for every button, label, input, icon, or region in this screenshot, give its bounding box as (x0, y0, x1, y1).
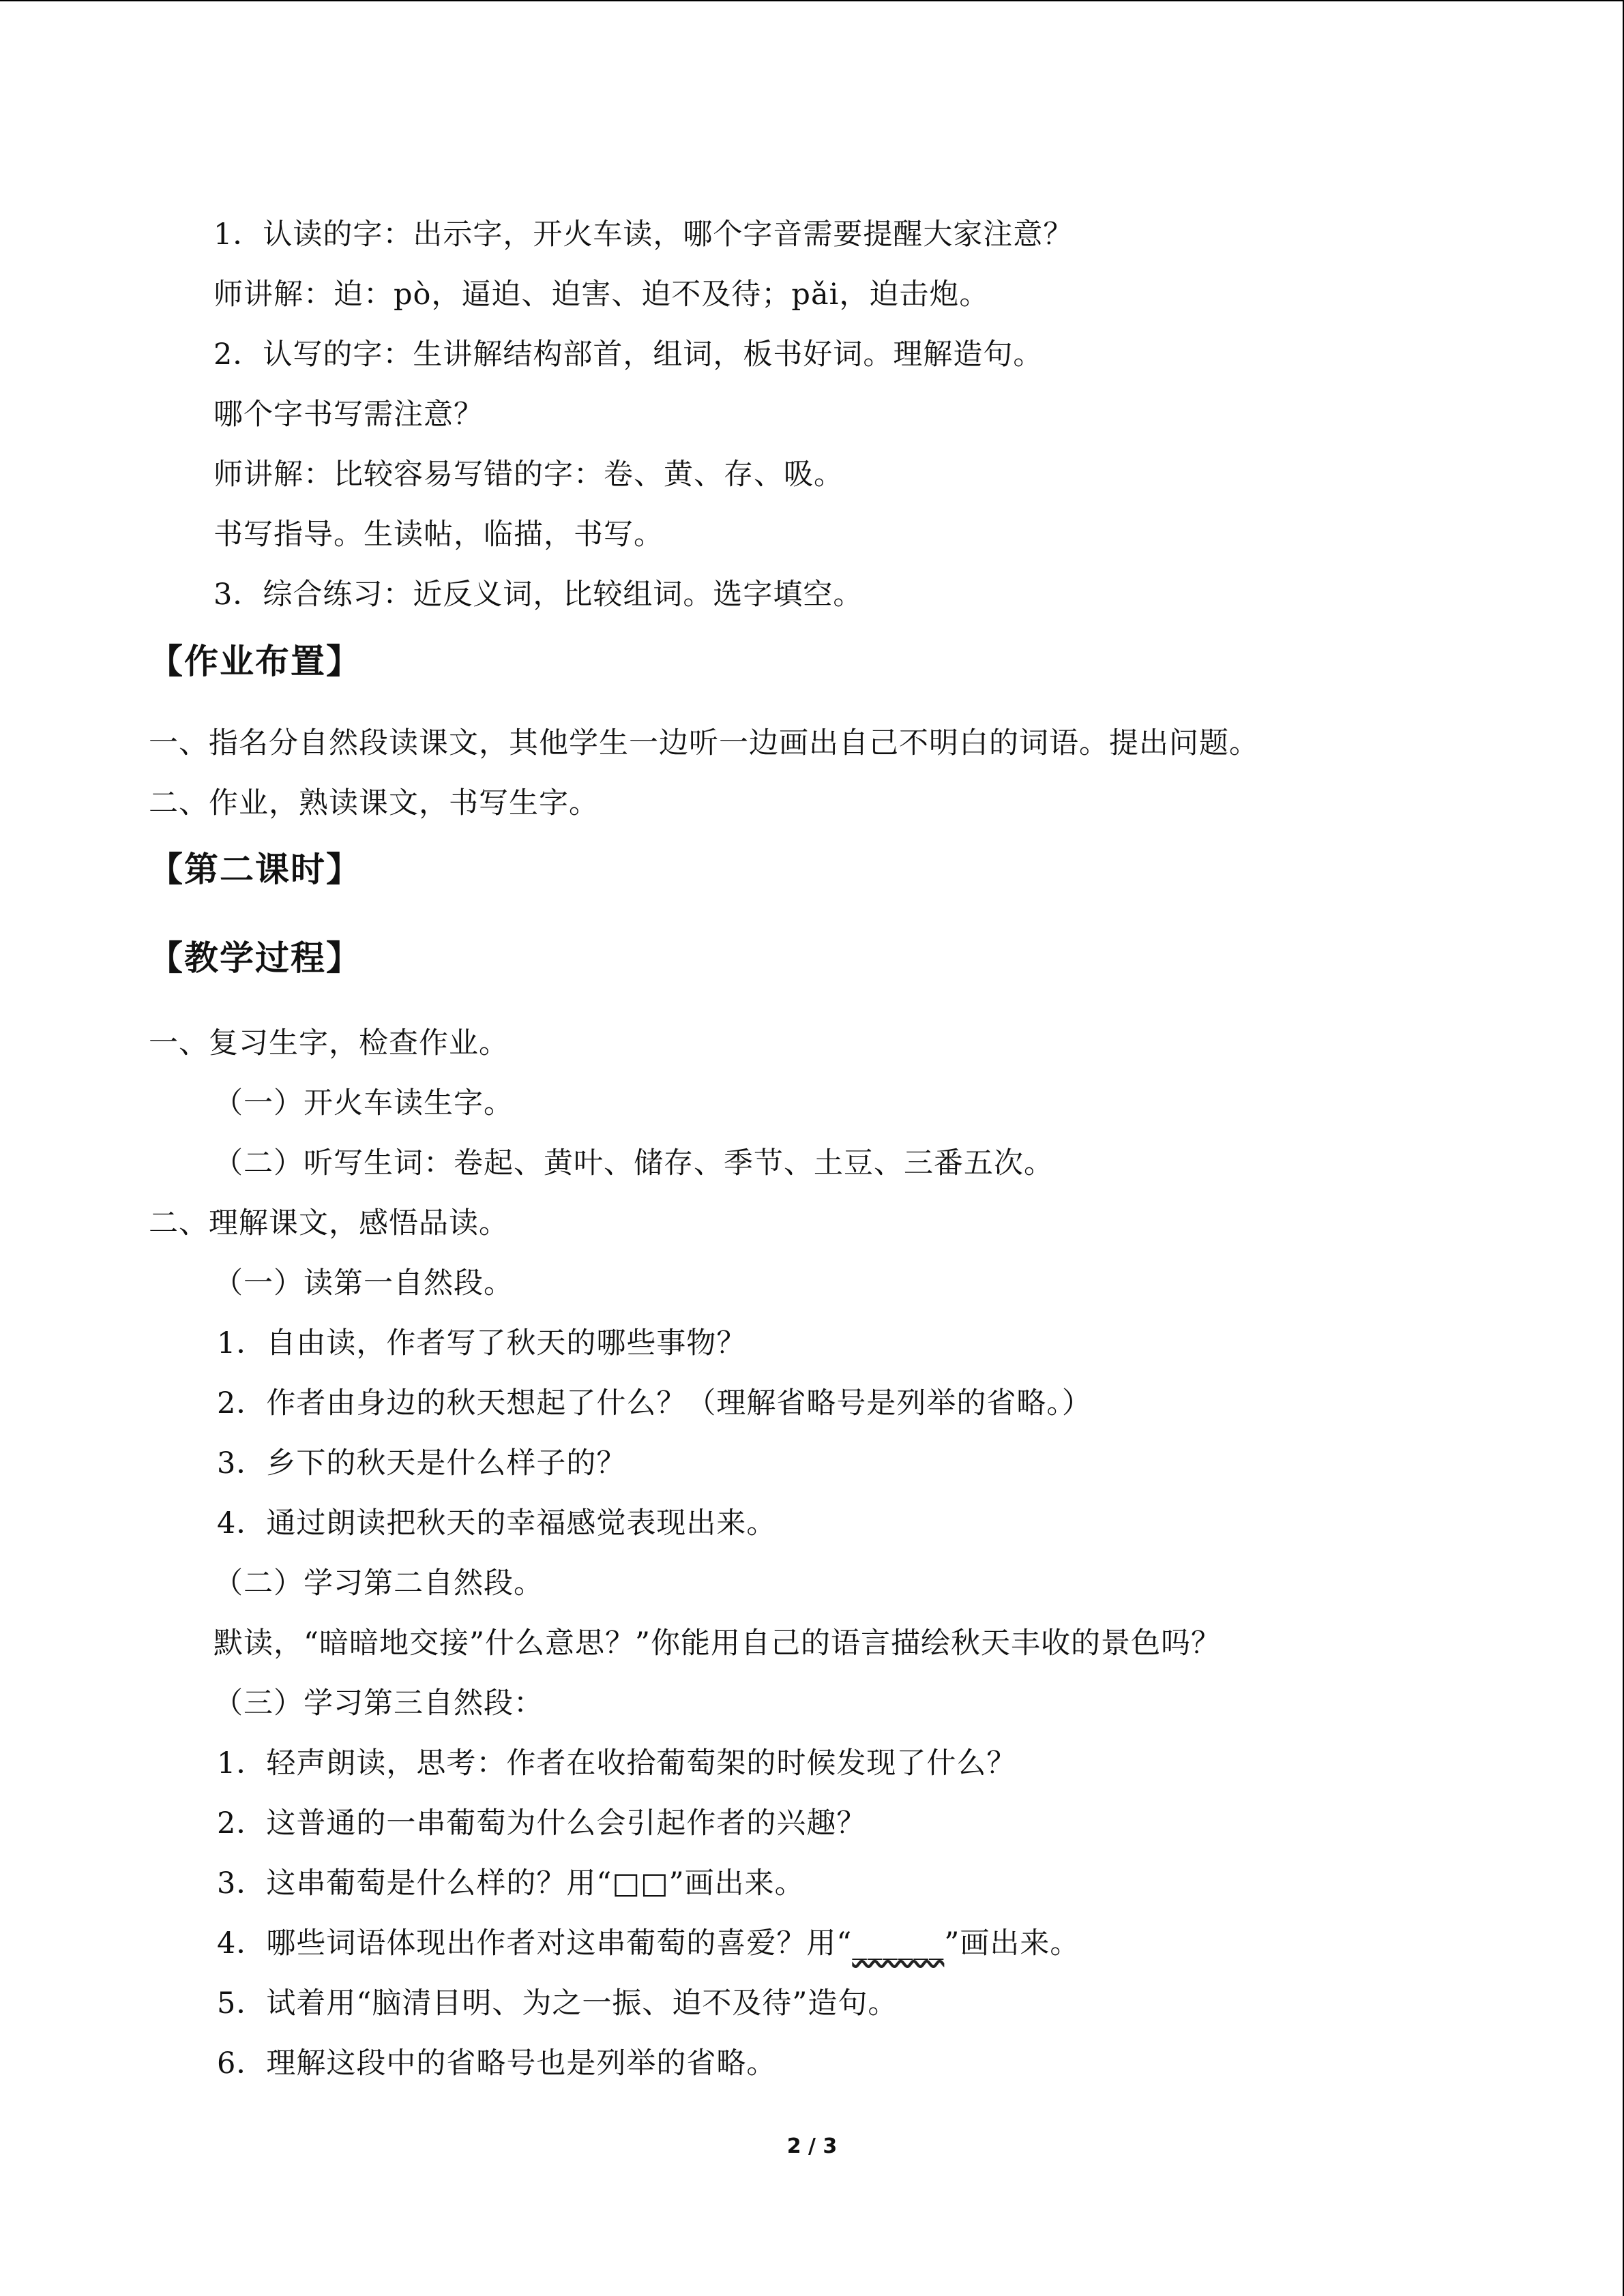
process-line-15: 3．这串葡萄是什么样的？用“□□”画出来。 (217, 1866, 805, 1900)
process-line-8: 3．乡下的秋天是什么样子的？ (217, 1446, 627, 1480)
body-line-6: 书写指导。生读帖，临描，书写。 (213, 518, 664, 552)
wavy-underline-mark: ______ (852, 1926, 945, 1960)
process-line-1: 一、复习生字，检查作业。 (149, 1026, 509, 1060)
process-line-10: （二）学习第二自然段。 (213, 1566, 544, 1600)
process-line-14: 2．这普通的一串葡萄为什么会引起作者的兴趣？ (217, 1806, 867, 1840)
process-line-16 (217, 1923, 1080, 1964)
heading-homework: 【作业布置】 (149, 642, 361, 681)
page-number: 2 / 3 (786, 2134, 838, 2158)
body-line-7: 3．综合练习：近反义词，比较组词。选字填空。 (213, 578, 863, 612)
process-line-2: （一）开火车读生字。 (213, 1086, 514, 1120)
body-line-3: 2．认写的字：生讲解结构部首，组词，板书好词。理解造句。 (213, 338, 1044, 372)
process-line-18: 6．理解这段中的省略号也是列举的省略。 (217, 2046, 777, 2081)
line-16-text-before: 4．哪些词语体现出作者对这串葡萄的喜爱？用“ (217, 1926, 853, 1960)
line-16-text-after: ”画出来。 (944, 1926, 1080, 1960)
process-line-12: （三）学习第三自然段： (213, 1686, 544, 1720)
homework-line-2: 二、作业，熟读课文，书写生字。 (149, 786, 599, 820)
process-line-4: 二、理解课文，感悟品读。 (149, 1206, 509, 1240)
heading-second-lesson: 【第二课时】 (149, 850, 361, 889)
process-line-11: 默读，“暗暗地交接”什么意思？”你能用自己的语言描绘秋天丰收的景色吗？ (213, 1626, 1221, 1660)
process-line-6: 1．自由读，作者写了秋天的哪些事物？ (217, 1326, 747, 1360)
body-line-1: 1．认读的字：出示字，开火车读，哪个字音需要提醒大家注意？ (213, 218, 1074, 252)
body-line-5: 师讲解：比较容易写错的字：卷、黄、存、吸。 (213, 458, 844, 492)
homework-line-1: 一、指名分自然段读课文，其他学生一边听一边画出自己不明白的词语。提出问题。 (149, 726, 1259, 760)
process-line-3: （二）听写生词：卷起、黄叶、储存、季节、土豆、三番五次。 (213, 1146, 1054, 1180)
process-line-9: 4．通过朗读把秋天的幸福感觉表现出来。 (217, 1506, 777, 1540)
body-line-4: 哪个字书写需注意？ (213, 398, 484, 432)
heading-teaching-process: 【教学过程】 (149, 938, 361, 978)
process-line-5: （一）读第一自然段。 (213, 1266, 514, 1300)
process-line-7: 2．作者由身边的秋天想起了什么？（理解省略号是列举的省略。） (217, 1386, 1092, 1420)
body-line-2: 师讲解：迫：pò，逼迫、迫害、迫不及待；pǎi，迫击炮。 (213, 278, 990, 312)
process-line-17: 5．试着用“脑清目明、为之一振、迫不及待”造句。 (217, 1986, 898, 2021)
process-line-13: 1．轻声朗读，思考：作者在收拾葡萄架的时候发现了什么？ (217, 1746, 1017, 1780)
